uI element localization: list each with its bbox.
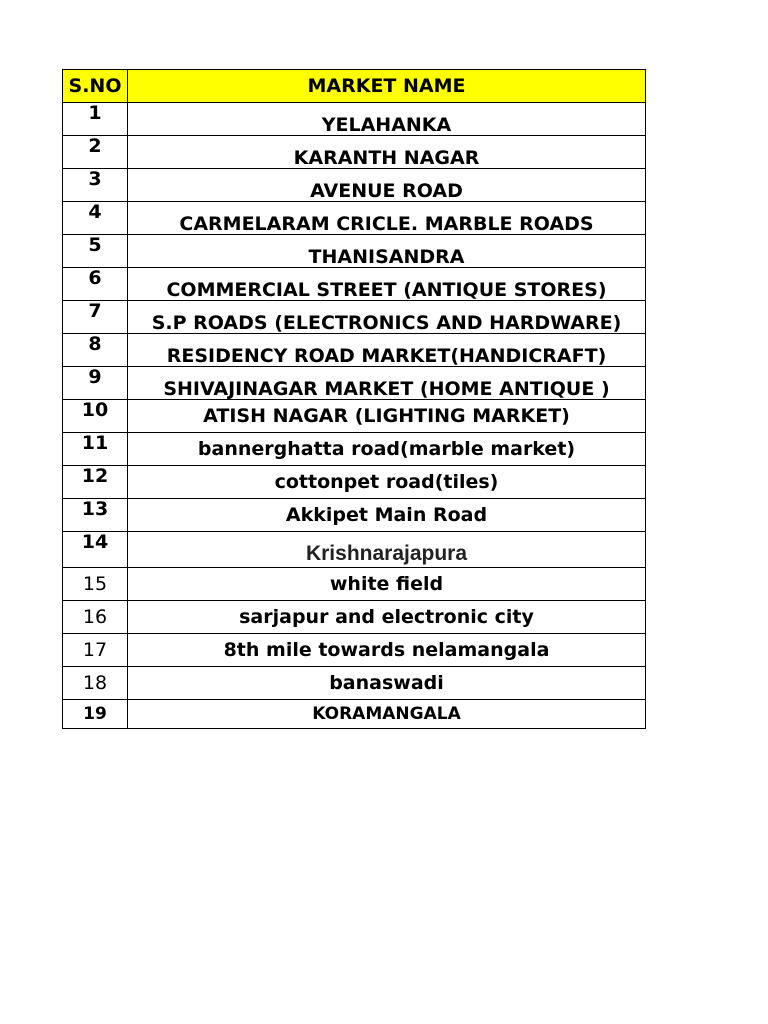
row-market-name: cottonpet road(tiles) <box>128 466 646 499</box>
market-table <box>62 69 646 729</box>
row-sno: 8 <box>63 334 128 367</box>
table-row <box>63 667 646 700</box>
table-header-row <box>63 70 646 103</box>
table-row <box>63 400 646 433</box>
table-row <box>63 466 646 499</box>
table-row <box>63 700 646 729</box>
row-market-name: bannerghatta road(marble market) <box>128 433 646 466</box>
row-sno: 1 <box>63 103 128 136</box>
row-sno: 7 <box>63 301 128 334</box>
table-row <box>63 367 646 400</box>
row-market-name: YELAHANKA <box>128 103 646 136</box>
table-row <box>63 433 646 466</box>
row-market-name: S.P ROADS (ELECTRONICS AND HARDWARE) <box>128 301 646 334</box>
row-market-name: white field <box>128 568 646 601</box>
table-row <box>63 301 646 334</box>
row-sno: 13 <box>63 499 128 532</box>
row-sno: 3 <box>63 169 128 202</box>
row-sno: 2 <box>63 136 128 169</box>
row-market-name: THANISANDRA <box>128 235 646 268</box>
row-market-name: SHIVAJINAGAR MARKET (HOME ANTIQUE ) <box>128 367 646 400</box>
table-row <box>63 103 646 136</box>
row-sno: 9 <box>63 367 128 400</box>
row-sno: 5 <box>63 235 128 268</box>
table-row <box>63 268 646 301</box>
row-market-name: COMMERCIAL STREET (ANTIQUE STORES) <box>128 268 646 301</box>
row-market-name: sarjapur and electronic city <box>128 601 646 634</box>
row-sno: 19 <box>63 700 128 729</box>
row-sno: 15 <box>63 568 128 601</box>
header-market-name: MARKET NAME <box>128 70 646 103</box>
row-sno: 18 <box>63 667 128 700</box>
row-sno: 17 <box>63 634 128 667</box>
row-sno: 4 <box>63 202 128 235</box>
table-row <box>63 202 646 235</box>
row-market-name: KARANTH NAGAR <box>128 136 646 169</box>
header-sno: S.NO <box>63 70 128 103</box>
table-row <box>63 169 646 202</box>
table-row <box>63 532 646 568</box>
row-market-name: ATISH NAGAR (LIGHTING MARKET) <box>128 400 646 433</box>
row-market-name: CARMELARAM CRICLE. MARBLE ROADS <box>128 202 646 235</box>
table-row <box>63 634 646 667</box>
row-market-name: Akkipet Main Road <box>128 499 646 532</box>
row-sno: 11 <box>63 433 128 466</box>
row-market-name: RESIDENCY ROAD MARKET(HANDICRAFT) <box>128 334 646 367</box>
table-row <box>63 499 646 532</box>
table-row <box>63 136 646 169</box>
table-row <box>63 568 646 601</box>
table-row <box>63 235 646 268</box>
table-row <box>63 601 646 634</box>
row-sno: 10 <box>63 400 128 433</box>
row-market-name: Krishnarajapura <box>128 532 646 568</box>
row-sno: 6 <box>63 268 128 301</box>
row-market-name: AVENUE ROAD <box>128 169 646 202</box>
row-market-name: banaswadi <box>128 667 646 700</box>
row-sno: 14 <box>63 532 128 568</box>
table-row <box>63 334 646 367</box>
row-market-name: KORAMANGALA <box>128 700 646 729</box>
row-market-name: 8th mile towards nelamangala <box>128 634 646 667</box>
row-sno: 16 <box>63 601 128 634</box>
row-sno: 12 <box>63 466 128 499</box>
